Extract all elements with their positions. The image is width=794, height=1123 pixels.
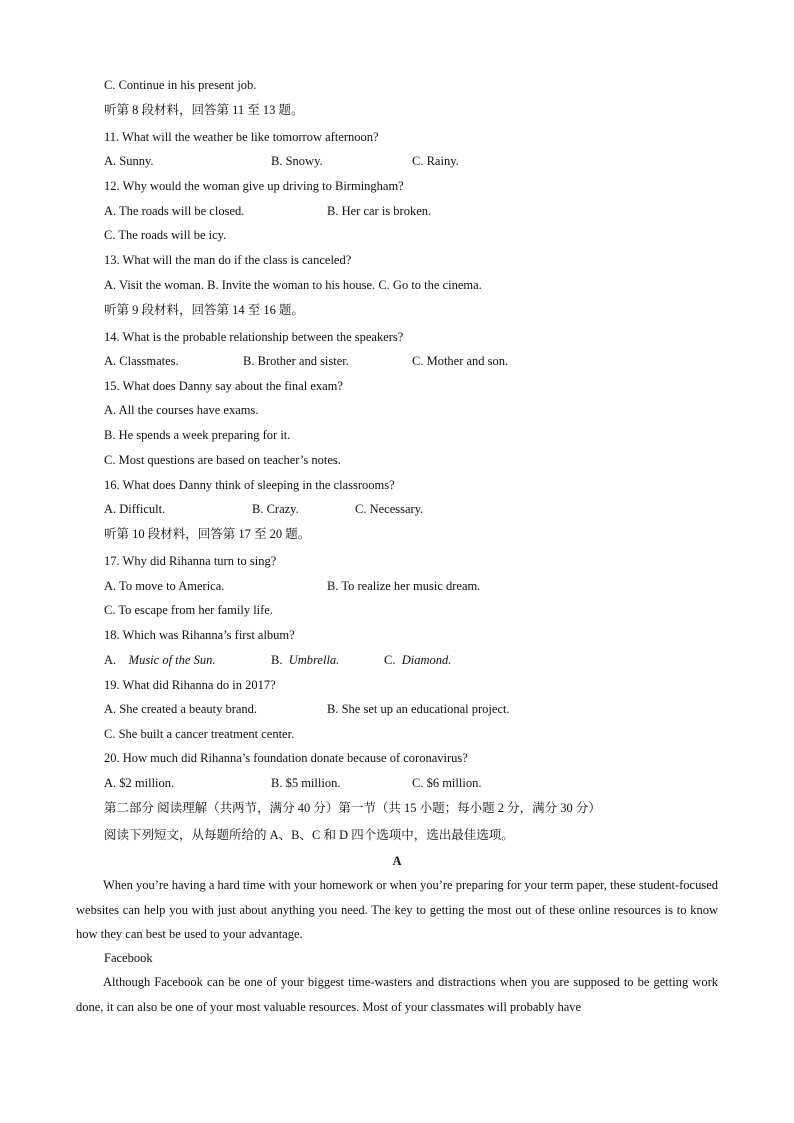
listening-instruction: 听第 10 段材料，回答第 17 至 20 题。	[104, 527, 311, 541]
option-a: A. Sunny.	[104, 154, 154, 168]
option-a: A. Difficult.	[104, 502, 166, 516]
listening-instruction: 听第 9 段材料，回答第 14 至 16 题。	[104, 303, 305, 317]
part-heading: 第二部分 阅读理解（共两节，满分 40 分）第一节（共 15 小题；每小题 2 分，满分 30 分）	[104, 801, 601, 815]
option-c: C. Necessary.	[355, 502, 424, 516]
subheading-facebook: Facebook	[104, 951, 153, 965]
question-15: 15. What does Danny say about the final exam?	[104, 379, 343, 393]
option-b: B. $5 million.	[271, 776, 341, 790]
option-c: C. Most questions are based on teacher’s notes.	[104, 453, 341, 467]
listening-instruction: 听第 8 段材料，回答第 11 至 13 题。	[104, 103, 304, 117]
question-20: 20. How much did Rihanna’s foundation donate because of coronavirus?	[104, 751, 468, 765]
option-c: C. She built a cancer treatment center.	[104, 727, 295, 741]
option-a: A. Music of the Sun.	[104, 653, 216, 667]
paragraph-facebook: Although Facebook can be one of your biggest time-wasters and distractions when you are supposed to be getting work done, it can also be one of your most valuable resources. Most of your classmates will probably have	[76, 975, 718, 1014]
question-17: 17. Why did Rihanna turn to sing?	[104, 554, 277, 568]
option-a: A. Classmates.	[104, 354, 179, 368]
option-b: B. He spends a week preparing for it.	[104, 428, 291, 442]
option-c: C. The roads will be icy.	[104, 228, 227, 242]
option-b: B. To realize her music dream.	[327, 579, 481, 593]
option-c: C. Diamond.	[384, 653, 452, 667]
options-13: A. Visit the woman. B. Invite the woman to his house. C. Go to the cinema.	[104, 278, 482, 292]
question-19: 19. What did Rihanna do in 2017?	[104, 678, 276, 692]
question-13: 13. What will the man do if the class is canceled?	[104, 253, 352, 267]
option-b: B. She set up an educational project.	[327, 702, 510, 716]
option-c: C. $6 million.	[412, 776, 482, 790]
option-b: B. Umbrella.	[271, 653, 340, 667]
question-11: 11. What will the weather be like tomorrow afternoon?	[104, 130, 379, 144]
paragraph-intro: When you’re having a hard time with your homework or when you’re preparing for your term paper, these student-focused websites can help you with just about anything you need. The key to getting the most out of these online resources is to know how they can best be used to your advantage.	[76, 878, 718, 941]
option-a: A. $2 million.	[104, 776, 175, 790]
question-14: 14. What is the probable relationship between the speakers?	[104, 330, 404, 344]
option-c: C. Rainy.	[412, 154, 459, 168]
section-title: A	[392, 854, 402, 868]
option-a: A. She created a beauty brand.	[104, 702, 258, 716]
option-a: A. All the courses have exams.	[104, 403, 259, 417]
question-12: 12. Why would the woman give up driving to Birmingham?	[104, 179, 404, 193]
option-c: C. To escape from her family life.	[104, 603, 273, 617]
option-text: C. Continue in his present job.	[104, 78, 257, 92]
option-b: B. Her car is broken.	[327, 204, 432, 218]
option-a: A. The roads will be closed.	[104, 204, 245, 218]
reading-instruction: 阅读下列短文，从每题所给的 A、B、C 和 D 四个选项中，选出最佳选项。	[104, 828, 514, 842]
option-c: C. Mother and son.	[412, 354, 509, 368]
option-a: A. To move to America.	[104, 579, 225, 593]
question-18: 18. Which was Rihanna’s first album?	[104, 628, 295, 642]
option-b: B. Brother and sister.	[243, 354, 349, 368]
question-16: 16. What does Danny think of sleeping in the classrooms?	[104, 478, 395, 492]
option-b: B. Snowy.	[271, 154, 323, 168]
option-b: B. Crazy.	[252, 502, 299, 516]
